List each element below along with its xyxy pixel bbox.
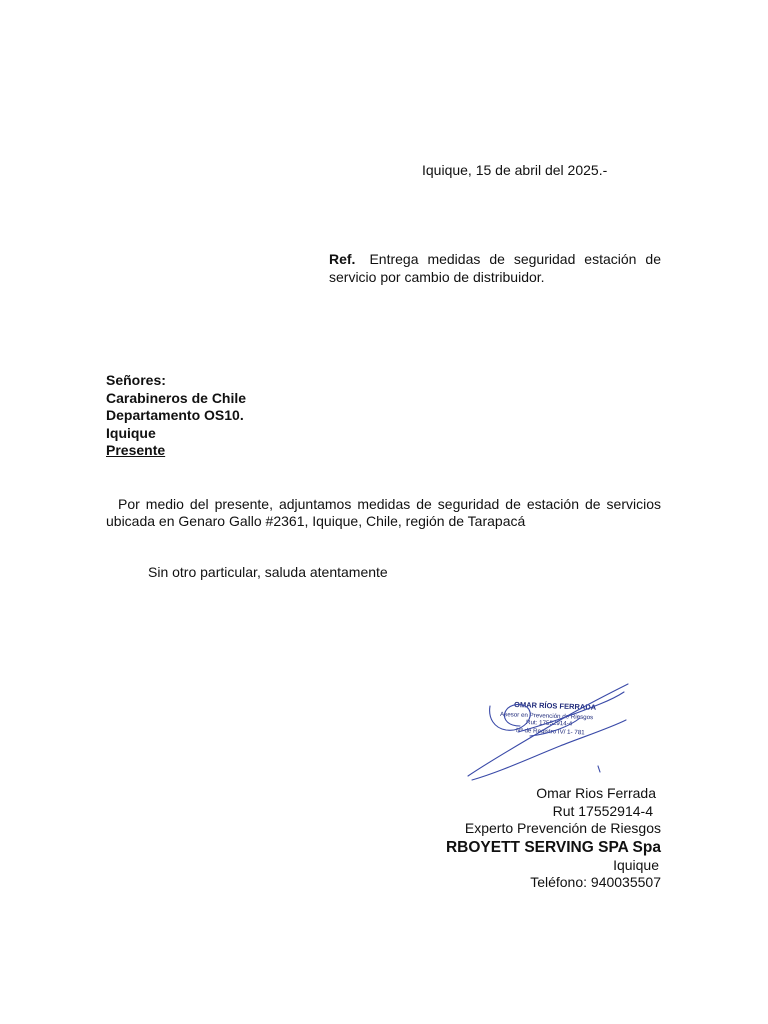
stamp-rut: Rut: 17552914-4 — [525, 719, 573, 728]
stamp-title: Asesor en Prevención de Riesgos — [499, 711, 594, 722]
recipient-salutation: Señores: — [106, 372, 166, 388]
letter-closing: Sin otro particular, saluda atentamente — [148, 564, 388, 580]
reference-label: Ref. — [329, 251, 356, 267]
reference-block — [329, 250, 661, 286]
signature-stamp — [460, 676, 640, 786]
signer-city: Iquique — [613, 856, 659, 873]
letter-date: Iquique, 15 de abril del 2025.- — [422, 162, 608, 178]
recipient-city: Iquique — [106, 424, 156, 441]
stamp-name: OMAR RÍOS FERRADA — [513, 700, 597, 712]
stamp-registry: Nº de Registro IV/ 1- 781 — [515, 727, 585, 737]
signature-block — [446, 785, 661, 892]
recipient-organization: Carabineros de Chile — [106, 389, 247, 406]
signer-name: Omar Rios Ferrada — [536, 785, 656, 801]
recipient-presente: Presente — [106, 442, 166, 458]
signer-phone: Teléfono: 940035507 — [530, 874, 661, 890]
letter-body — [106, 496, 661, 530]
letter-body-text: Por medio del presente, adjuntamos medidas de seguridad de estación de servicios ubicada en Genaro Gallo #2361, Iquique, Chile, región de Tarapacá — [106, 496, 662, 529]
signer-role: Experto Prevención de Riesgos — [464, 820, 661, 836]
reference-text: Entrega medidas de seguridad estación de servicio por cambio de distribuidor. — [329, 251, 661, 285]
signer-rut: Rut 17552914-4 — [552, 802, 653, 819]
stamp-text — [500, 700, 597, 736]
recipient-department: Departamento OS10. — [106, 407, 244, 423]
recipient-block — [106, 372, 246, 460]
signer-company: RBOYETT SERVING SPA Spa — [445, 838, 661, 856]
